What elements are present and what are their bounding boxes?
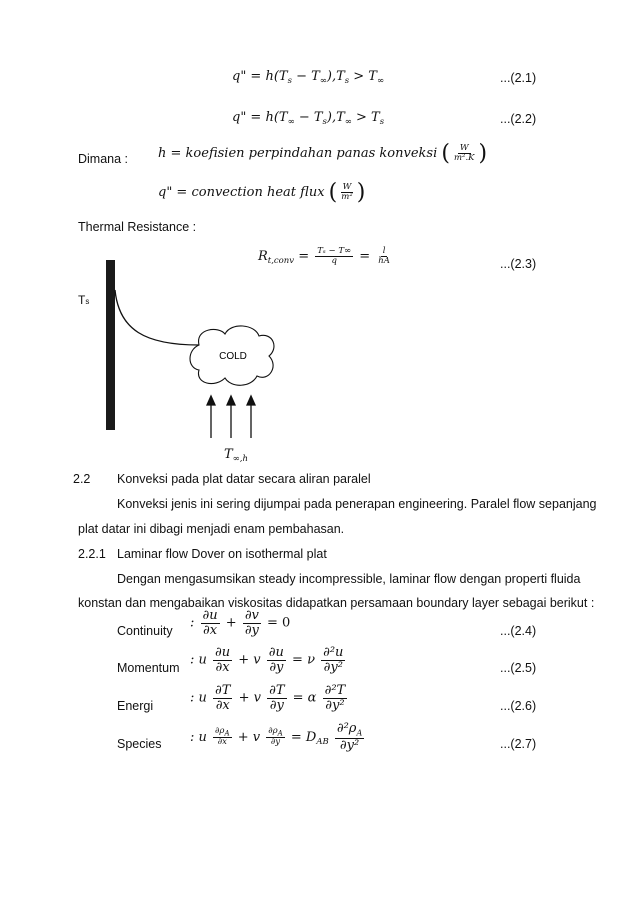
frac-du-dy	[267, 646, 286, 674]
eq1-tail: ),T	[326, 69, 345, 84]
frac-num: ∂T	[269, 683, 285, 698]
op-plus-v: + v	[238, 690, 261, 706]
frac-den: ∂y²	[339, 737, 360, 753]
colon: : u	[190, 652, 207, 668]
eq1-rhs: h(T	[265, 69, 288, 84]
paren-close: )	[478, 141, 488, 166]
eq-number-2-5: ...(2.5)	[500, 661, 537, 675]
eq-number-2-6: ...(2.6)	[500, 699, 537, 713]
section-2-2-1-para-line1: Dengan mengasumsikan steady incompressible, laminar flow dengan properti fluida	[117, 572, 581, 586]
frac-num: ∂²u	[323, 645, 344, 660]
def-h-unit-den: m².K	[453, 153, 475, 163]
eq1-lhs: q" =	[232, 69, 262, 84]
eq2-sub-s: s	[322, 117, 327, 127]
frac-num: ∂²T	[324, 683, 346, 698]
frac-num: ∂T	[215, 683, 231, 698]
frac-drho-dy	[266, 727, 285, 747]
frac-num: ∂u	[268, 645, 284, 660]
frac-drho-dx	[213, 727, 232, 747]
frac-den: ∂x	[215, 659, 230, 675]
def-q-text: convection heat flux	[191, 185, 325, 200]
def-q-unit	[339, 183, 354, 202]
frac-den: ∂y	[269, 659, 284, 675]
frac-num: ∂v	[244, 608, 259, 623]
op-equals-nu: = ν	[292, 652, 315, 668]
eq1-sub-s2: s	[344, 76, 350, 86]
convection-figure	[95, 250, 295, 450]
eq-number-2-3: ...(2.3)	[500, 257, 537, 271]
flow-arrow-2-head	[227, 396, 235, 405]
definition-q	[158, 180, 365, 205]
paren-open: (	[441, 141, 450, 166]
frac-num: $\partial\rho_A$	[268, 726, 283, 738]
cloud-label: COLD	[219, 351, 247, 362]
frac-den: ∂y	[269, 697, 284, 713]
frac-dT-dy	[267, 684, 286, 712]
temperature-profile-curve	[115, 290, 199, 345]
equation-2-2	[232, 110, 384, 127]
frac-den: ∂x	[215, 697, 230, 713]
frac-du-dx	[213, 646, 232, 674]
colon: : u	[190, 690, 207, 706]
dimana-label: Dimana :	[78, 152, 129, 166]
def-q-lhs: q" =	[158, 185, 188, 200]
op-equals-alpha: = α	[292, 690, 317, 706]
flow-arrow-1-head	[207, 396, 215, 405]
def-h-lhs: h =	[158, 146, 182, 161]
eq3-frac2-den: hA	[378, 255, 390, 266]
equation-2-1	[232, 69, 384, 86]
eq2-lhs: q" =	[232, 110, 262, 125]
continuity-label: Continuity	[117, 624, 173, 638]
frac-d2T-dy2	[323, 684, 348, 712]
t-inf-T: T	[224, 447, 233, 462]
def-h-unit-num: W	[459, 143, 469, 154]
def-h-unit	[452, 144, 477, 163]
eq3-frac1-den: q	[331, 255, 337, 266]
species-label: Species	[117, 737, 162, 751]
frac-den: ∂y	[270, 737, 281, 748]
eq3-equals: =	[298, 248, 310, 264]
eq2-sub-s2: s	[379, 117, 385, 127]
paren-close: )	[356, 180, 366, 205]
section-2-2-1-number: 2.2.1	[78, 547, 106, 561]
frac-d2u-dy2	[321, 646, 345, 674]
eq3-frac1	[315, 247, 353, 266]
eq3-frac2-num: l	[382, 246, 386, 256]
ts-label-sub: s	[85, 297, 90, 306]
definition-h	[158, 141, 487, 166]
rhs-zero: = 0	[267, 615, 291, 631]
eq3-R: R	[258, 248, 268, 264]
def-q-unit-den: m²	[341, 192, 353, 202]
op-plus: +	[225, 615, 237, 631]
op-plus-v: + v	[237, 729, 261, 745]
thermal-resistance-label: Thermal Resistance :	[78, 220, 197, 234]
eq1-sub-s: s	[287, 76, 292, 86]
frac-du-dx	[201, 609, 220, 637]
eq-number-2-4: ...(2.4)	[500, 624, 537, 638]
section-2-2-para-line1: Konveksi jenis ini sering dijumpai pada penerapan engineering. Paralel flow sepanjang	[117, 497, 597, 511]
eq-number-2-1: ...(2.1)	[500, 71, 537, 85]
eq2-sub-inf2: ∞	[344, 117, 352, 127]
ts-label-T: T	[78, 293, 86, 307]
section-2-2-number: 2.2	[73, 472, 91, 486]
frac-den: ∂y²	[325, 697, 345, 713]
eq2-gt: > T	[351, 110, 380, 125]
energi-equation	[190, 684, 349, 712]
frac-num: ∂u	[215, 645, 231, 660]
eq1-gt: > T	[349, 69, 377, 84]
frac-num: ∂u	[202, 608, 218, 623]
frac-dT-dx	[213, 684, 232, 712]
def-h-text: koefisien perpindahan panas konveksi	[185, 146, 438, 161]
t-infinity-label	[224, 447, 248, 464]
flow-arrows	[207, 396, 255, 438]
eq3-R-sub: t,conv	[267, 255, 295, 266]
frac-den: ∂x	[203, 622, 218, 638]
section-2-2-1-para-line2: konstan dan mengabaikan viskositas didapatkan persamaan boundary layer sebagai berikut :	[78, 596, 595, 610]
heated-plate	[106, 260, 115, 430]
frac-num: $\partial\rho_A$	[215, 726, 230, 738]
section-2-2-1-title: Laminar flow Dover on isothermal plat	[117, 547, 327, 561]
frac-den: ∂y	[244, 622, 259, 638]
eq3-frac1-num: Tₛ − T∞	[317, 246, 352, 256]
frac-den: ∂y²	[323, 659, 343, 675]
def-q-unit-num: W	[342, 182, 352, 193]
frac-dv-dy	[243, 609, 261, 637]
momentum-label: Momentum	[117, 661, 180, 675]
op-equals-D: = $D_{AB}$	[290, 729, 329, 747]
eq1-minus: − T	[291, 69, 320, 84]
eq3-frac2	[376, 247, 392, 266]
momentum-equation	[190, 646, 347, 674]
eq-number-2-7: ...(2.7)	[500, 737, 537, 751]
section-2-2-para-line2: plat datar ini dibagi menjadi enam pembahasan.	[78, 522, 345, 536]
eq2-rhs: h(T	[265, 110, 288, 125]
t-inf-sub: ∞,h	[232, 454, 248, 464]
section-2-2-title: Konveksi pada plat datar secara aliran paralel	[117, 472, 371, 486]
frac-num: $\partial^2\rho_A$	[336, 721, 363, 738]
ts-label	[78, 293, 89, 307]
eq2-tail: ),T	[326, 110, 345, 125]
colon: :	[190, 615, 199, 631]
species-equation	[190, 722, 366, 753]
frac-den: ∂x	[217, 737, 227, 748]
continuity-equation	[190, 609, 290, 637]
eq2-sub-inf: ∞	[287, 117, 295, 127]
energi-label: Energi	[117, 699, 154, 713]
eq1-sub-inf2: ∞	[376, 76, 385, 86]
paren-open: (	[328, 180, 338, 205]
eq3-equals-2: =	[359, 248, 371, 264]
eq2-minus: − T	[294, 110, 323, 125]
op-plus-v: + v	[238, 652, 261, 668]
eq1-sub-inf: ∞	[319, 76, 327, 86]
flow-arrow-3-head	[247, 396, 255, 405]
eq-number-2-2: ...(2.2)	[500, 112, 537, 126]
frac-d2rho-dy2	[335, 722, 364, 753]
colon: : u	[190, 729, 207, 745]
